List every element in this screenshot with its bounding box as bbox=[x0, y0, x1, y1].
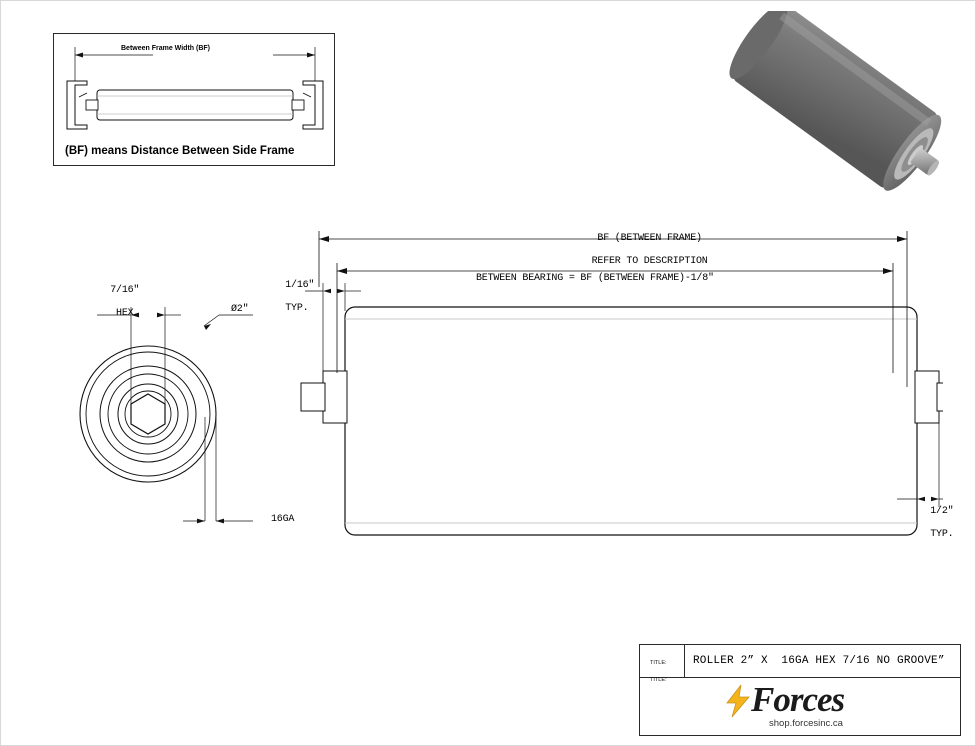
diameter-label: Ø2" bbox=[231, 304, 249, 315]
brand-name: Forces bbox=[751, 680, 845, 719]
bf-width-label: Between Frame Width (BF) bbox=[121, 45, 210, 52]
title-block-divider bbox=[639, 677, 961, 678]
roller-3d-render bbox=[717, 11, 965, 191]
bf-roller-sketch bbox=[53, 33, 335, 153]
bf-caption: (BF) means Distance Between Side Frame bbox=[65, 145, 295, 157]
typ-left-label: 1/16" TYP. bbox=[285, 279, 315, 314]
between-bearing-label: BETWEEN BEARING = BF (BETWEEN FRAME)-1/8" bbox=[476, 273, 714, 284]
hex-dimension-label: 7/16" HEX bbox=[110, 284, 140, 319]
brand-logo bbox=[717, 680, 957, 729]
gauge-label: 16GA bbox=[271, 514, 295, 525]
lightning-bolt-icon bbox=[723, 684, 753, 718]
brand-url: shop.forcesinc.ca bbox=[769, 718, 843, 729]
bf-dimension-label: BF (BETWEEN FRAME) REFER TO DESCRIPTION bbox=[591, 232, 708, 267]
title-block-title: ROLLER 2” X 16GA HEX 7/16 NO GROOVE” bbox=[693, 655, 945, 667]
title-block-vertical-divider bbox=[684, 644, 685, 677]
roller-body bbox=[345, 307, 917, 535]
title-block-tag: TITLE: TITLE: bbox=[650, 660, 667, 683]
typ-right-label: 1/2" TYP. bbox=[930, 505, 954, 540]
